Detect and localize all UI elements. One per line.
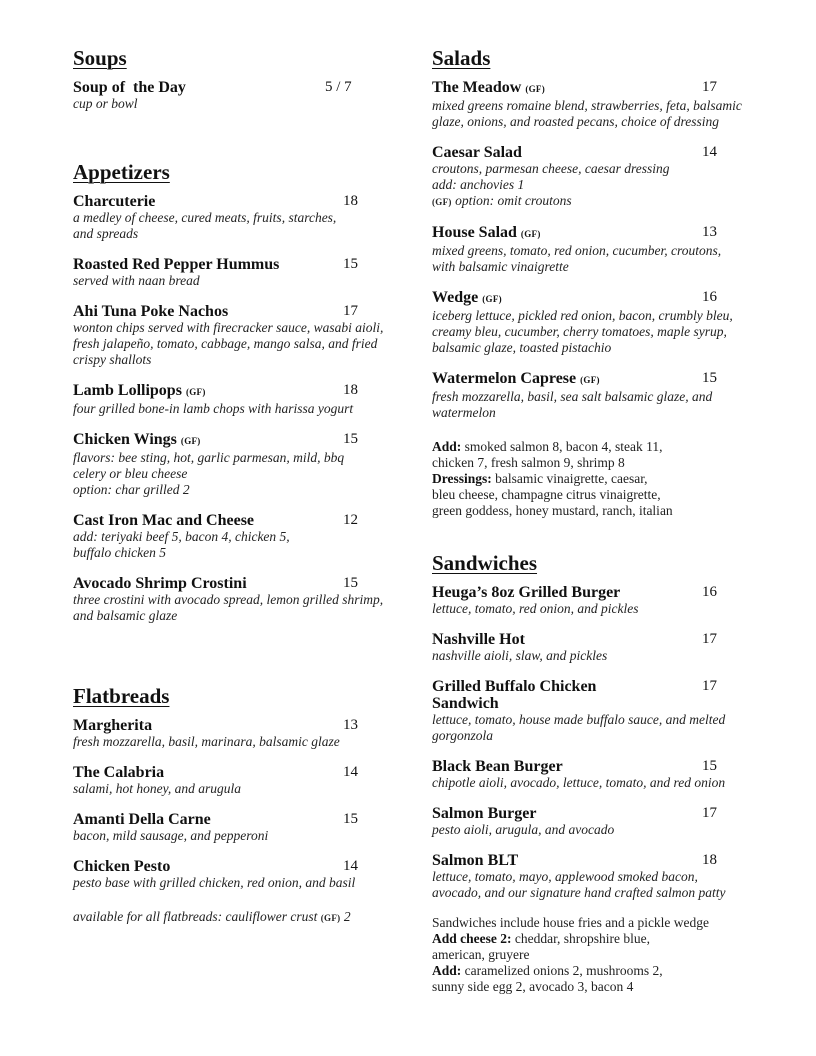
dressings-text: green goddess, honey mustard, ranch, italian: [432, 503, 673, 518]
gf-badge: (GF): [520, 229, 541, 239]
salad-addons: [432, 439, 782, 519]
item-price: 17: [702, 678, 717, 694]
item-price: 17: [702, 631, 717, 647]
item-desc: add: anchovies 1: [432, 177, 525, 192]
addons-text: chicken 7, fresh salmon 9, shrimp 8: [432, 455, 625, 470]
menu-item: [432, 852, 782, 901]
addons-text: sunny side egg 2, avocado 3, bacon 4: [432, 979, 634, 994]
menu-item: [73, 717, 413, 750]
sandwich-includes: Sandwiches include house fries and a pickle wedge: [432, 915, 710, 930]
menu-item: [73, 303, 413, 368]
item-name: Nashville Hot: [432, 631, 525, 648]
section-title-appetizers: Appetizers: [73, 160, 170, 184]
item-name: Ahi Tuna Poke Nachos: [73, 303, 229, 320]
menu-item: [432, 584, 782, 617]
item-desc: pesto base with grilled chicken, red onion, and basil: [73, 875, 356, 890]
item-desc: lettuce, tomato, house made buffalo sauce, and melted: [432, 712, 726, 727]
item-price: 14: [343, 764, 358, 780]
item-desc: and spreads: [73, 226, 139, 241]
dressings-text: balsamic vinaigrette, caesar,: [491, 471, 648, 486]
soups-section: [73, 46, 413, 112]
gf-badge: (GF): [482, 294, 502, 304]
item-desc: celery or bleu cheese: [73, 466, 188, 481]
item-name: Grilled Buffalo Chicken: [432, 678, 597, 695]
item-desc: balsamic glaze, toasted pistachio: [432, 340, 612, 355]
item-price: 15: [343, 575, 358, 591]
item-desc: served with naan bread: [73, 273, 200, 288]
flatbreads-section: [73, 684, 413, 926]
section-title-sandwiches: Sandwiches: [432, 551, 538, 575]
item-name: Black Bean Burger: [432, 758, 563, 775]
menu-item: [432, 758, 782, 791]
section-title-salads: Salads: [432, 46, 491, 70]
gf-badge: (GF): [580, 375, 600, 385]
item-desc: a medley of cheese, cured meats, fruits, starches,: [73, 210, 337, 225]
menu-item: [432, 805, 782, 838]
cheese-label: Add cheese 2:: [432, 931, 512, 946]
flatbread-footnote: [73, 909, 413, 926]
addons-label: Add:: [432, 963, 462, 978]
gf-badge: (GF): [320, 913, 341, 923]
item-price: 5 / 7: [325, 79, 352, 95]
item-desc: mixed greens romaine blend, strawberries, feta, balsamic: [432, 98, 742, 113]
item-desc: flavors: bee sting, hot, garlic parmesan, mild, bbq: [73, 450, 345, 465]
menu-item: [73, 193, 413, 242]
item-name: Charcuterie: [73, 193, 156, 210]
item-name: Amanti Della Carne: [73, 811, 211, 828]
item-desc: option: char grilled 2: [73, 482, 190, 497]
item-price: 15: [343, 431, 358, 447]
item-desc: glaze, onions, and roasted pecans, choice of dressing: [432, 114, 719, 129]
item-name: Roasted Red Pepper Hummus: [73, 256, 280, 273]
item-desc: crispy shallots: [73, 352, 152, 367]
item-desc: with balsamic vinaigrette: [432, 259, 569, 274]
right-column: [432, 46, 782, 995]
addons-text: caramelized onions 2, mushrooms 2,: [461, 963, 663, 978]
item-name-line2: Sandwich: [432, 695, 499, 712]
item-desc: three crostini with avocado spread, lemon grilled shrimp,: [73, 592, 384, 607]
menu-item: [73, 256, 413, 289]
item-name: Lamb Lollipops: [73, 382, 182, 399]
item-desc: four grilled bone-in lamb chops with harissa yogurt: [73, 401, 354, 416]
item-desc: and balsamic glaze: [73, 608, 178, 623]
menu-item: [432, 144, 782, 210]
sandwich-addons: [432, 915, 782, 995]
menu-item: [432, 631, 782, 664]
item-name: Caesar Salad: [432, 144, 522, 161]
menu-item: [73, 811, 413, 844]
cheese-text: cheddar, shropshire blue,: [511, 931, 651, 946]
item-desc: iceberg lettuce, pickled red onion, bacon, crumbly bleu,: [432, 308, 733, 323]
item-desc: fresh jalapeño, tomato, cabbage, mango salsa, and fried: [73, 336, 378, 351]
item-desc: avocado, and our signature hand crafted salmon patty: [432, 885, 726, 900]
item-desc-gf-option: [432, 193, 782, 210]
footnote-price: 2: [343, 909, 351, 924]
item-name: Watermelon Caprese: [432, 370, 577, 387]
item-desc: chipotle aioli, avocado, lettuce, tomato, and red onion: [432, 775, 726, 790]
menu-item: [73, 575, 413, 624]
item-price: 18: [343, 193, 358, 209]
footnote-text: available for all flatbreads: cauliflower crust: [73, 909, 318, 924]
menu-item: [432, 678, 782, 744]
item-name: The Calabria: [73, 764, 165, 781]
gf-badge: (GF): [180, 436, 201, 446]
item-price: 15: [343, 811, 358, 827]
item-price: 17: [702, 79, 717, 95]
item-desc: mixed greens, tomato, red onion, cucumber, croutons,: [432, 243, 722, 258]
section-title-flatbreads: Flatbreads: [73, 684, 170, 708]
item-price: 16: [702, 584, 717, 600]
left-column: [73, 46, 413, 926]
menu-item: [73, 764, 413, 797]
item-desc: wonton chips served with firecracker sauce, wasabi aioli,: [73, 320, 384, 335]
item-desc: salami, hot honey, and arugula: [73, 781, 241, 796]
item-price: 17: [702, 805, 717, 821]
salads-section: [432, 46, 782, 519]
item-desc: buffalo chicken 5: [73, 545, 166, 560]
item-desc: creamy bleu, cucumber, cherry tomatoes, maple syrup,: [432, 324, 727, 339]
item-desc: fresh mozzarella, basil, marinara, balsamic glaze: [73, 734, 340, 749]
item-desc: watermelon: [432, 405, 496, 420]
menu-item: [73, 382, 413, 417]
item-name: Heuga’s 8oz Grilled Burger: [432, 584, 621, 601]
item-price: 18: [343, 382, 358, 398]
item-price: 14: [702, 144, 717, 160]
item-price: 15: [702, 758, 717, 774]
sandwiches-section: [432, 551, 782, 995]
menu-item: [73, 858, 413, 891]
gf-badge: (GF): [185, 387, 206, 397]
item-name: Chicken Wings: [73, 431, 177, 448]
item-desc: fresh mozzarella, basil, sea salt balsamic glaze, and: [432, 389, 713, 404]
item-price: 15: [702, 370, 717, 386]
addons-label: Add:: [432, 439, 462, 454]
menu-item: [432, 289, 782, 356]
menu-item: [73, 79, 413, 112]
menu-item: [73, 512, 413, 561]
item-desc: nashville aioli, slaw, and pickles: [432, 648, 608, 663]
item-name: Chicken Pesto: [73, 858, 171, 875]
item-price: 13: [343, 717, 358, 733]
menu-item: [432, 224, 782, 275]
item-desc: lettuce, tomato, red onion, and pickles: [432, 601, 639, 616]
item-desc: pesto aioli, arugula, and avocado: [432, 822, 615, 837]
item-name: Wedge: [432, 289, 479, 306]
item-price: 16: [702, 289, 717, 305]
cheese-text: american, gruyere: [432, 947, 530, 962]
item-price: 15: [343, 256, 358, 272]
appetizers-section: [73, 160, 413, 624]
item-price: 14: [343, 858, 358, 874]
item-desc: lettuce, tomato, mayo, applewood smoked bacon,: [432, 869, 698, 884]
item-name: Cast Iron Mac and Cheese: [73, 512, 255, 529]
item-desc: cup or bowl: [73, 96, 138, 111]
item-name: Avocado Shrimp Crostini: [73, 575, 247, 592]
menu-item: [432, 370, 782, 421]
item-name: Salmon BLT: [432, 852, 519, 869]
item-price: 13: [702, 224, 717, 240]
item-desc: bacon, mild sausage, and pepperoni: [73, 828, 269, 843]
item-price: 17: [343, 303, 358, 319]
dressings-label: Dressings:: [432, 471, 492, 486]
item-desc: add: teriyaki beef 5, bacon 4, chicken 5,: [73, 529, 290, 544]
item-price: 18: [702, 852, 717, 868]
menu-item: [73, 431, 413, 498]
item-name: The Meadow: [432, 79, 522, 96]
item-desc: croutons, parmesan cheese, caesar dressing: [432, 161, 670, 176]
item-desc: gorgonzola: [432, 728, 494, 743]
dressings-text: bleu cheese, champagne citrus vinaigrette,: [432, 487, 661, 502]
gf-badge: (GF): [525, 84, 546, 94]
item-name: Margherita: [73, 717, 153, 734]
addons-text: smoked salmon 8, bacon 4, steak 11,: [461, 439, 663, 454]
item-name: Salmon Burger: [432, 805, 537, 822]
section-title-soups: Soups: [73, 46, 127, 70]
menu-item: [432, 79, 782, 130]
item-name: Soup of the Day: [73, 79, 186, 96]
gf-option-text: option: omit croutons: [455, 193, 572, 208]
gf-badge: (GF): [432, 197, 452, 207]
item-name: House Salad: [432, 224, 517, 241]
item-price: 12: [343, 512, 358, 528]
